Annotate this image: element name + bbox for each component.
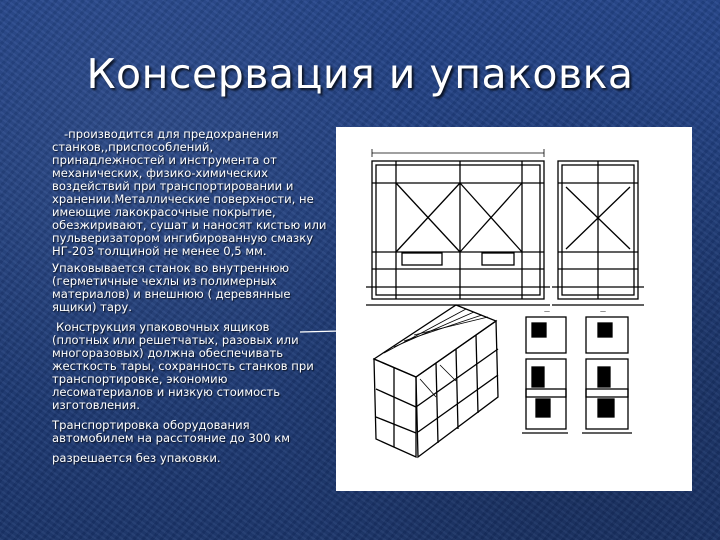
slide-body bbox=[52, 128, 327, 472]
svg-text:—: — bbox=[544, 308, 550, 315]
paragraph-preservation: -производится для предохранения станков,,приспособлений, принадлежностей и инструмента от механических, физико-химических воздействий при транспортировании и хранении.Металлические поверхности, не имеющие лакокрасочные покрытие, обезжиривают, сушат и наносят кистью или пульверизатором ингибированную смазку НГ-203 толщиной не менее 0,5 мм. bbox=[52, 127, 327, 258]
paragraph-packing: Упаковывается станок во внутреннюю (герметичные чехлы из полимерных материалов) и внешнюю ( деревянные ящики) тару. bbox=[52, 261, 291, 314]
paragraph-no-packing: разрешается без упаковки. bbox=[52, 451, 221, 465]
svg-text:—: — bbox=[600, 308, 606, 315]
slide-title: Консервация и упаковка bbox=[86, 50, 634, 98]
paragraph-box-construction: Конструкция упаковочных ящиков (плотных или решетчатых, разовых или многоразовых) должна обеспечивать жесткость тары, сохранность станков при транспортировке, экономию лесоматериалов и низкую стоимость изготовления. bbox=[52, 320, 314, 412]
packing-crate-drawing bbox=[336, 127, 692, 491]
crate-technical-drawing-icon bbox=[336, 127, 692, 491]
paragraph-transport: Транспортировка оборудования автомобилем на расстояние до 300 км bbox=[52, 418, 290, 445]
